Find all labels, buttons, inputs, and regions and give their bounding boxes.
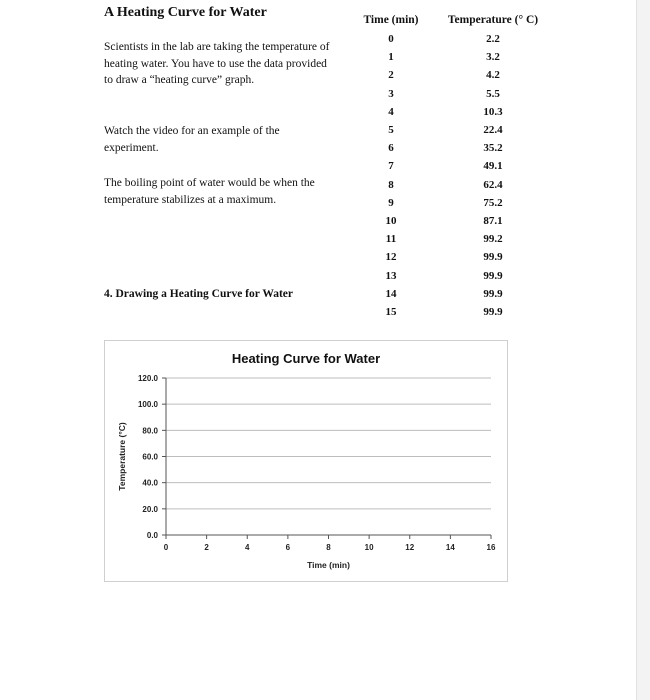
time-cell: 8 [388,178,394,191]
page-edge [636,0,650,700]
temperature-cell: 35.2 [483,142,503,155]
time-cell: 13 [385,269,397,282]
y-tick-label: 100.0 [137,400,158,410]
table-row [352,66,556,84]
table-row [352,103,556,121]
heating-curve-chart [105,341,507,581]
temperature-cell: 99.9 [483,269,503,282]
x-tick-label: 4 [245,543,250,552]
table-row [352,230,556,248]
y-axis-label: Temperature (°C) [117,422,127,491]
time-cell: 1 [388,51,394,64]
x-tick-label: 14 [445,543,455,552]
time-cell: 3 [388,87,394,100]
x-axis-label: Time (min) [307,560,350,570]
table-row [352,248,556,266]
time-cell: 10 [385,214,397,227]
temperature-cell: 2.2 [486,33,500,46]
temperature-cell: 22.4 [483,124,503,137]
x-tick-label: 10 [364,543,374,552]
temperature-cell: 4.2 [486,69,500,82]
table-row [352,194,556,212]
temperature-cell: 5.5 [486,87,500,100]
chart-title: Heating Curve for Water [231,351,381,366]
table-row [352,121,556,139]
time-column-header: Time (min) [363,14,419,26]
table-row [352,176,556,194]
temperature-cell: 10.3 [483,105,503,118]
temperature-cell: 99.9 [483,287,503,300]
temperature-cell: 3.2 [486,51,500,64]
table-row [352,303,556,321]
y-tick-label: 120.0 [137,374,158,383]
x-tick-label: 0 [163,543,169,552]
x-tick-label: 2 [204,543,209,552]
table-row [352,139,556,157]
temperature-cell: 99.9 [483,251,503,264]
table-row [352,30,556,48]
table-row [352,212,556,230]
time-cell: 14 [385,287,397,300]
time-cell: 12 [385,251,397,264]
time-cell: 9 [388,196,394,209]
time-cell: 11 [385,233,397,246]
chart-frame [104,340,508,582]
table-body [352,30,556,321]
y-tick-label: 20.0 [142,504,158,514]
temperature-column-header: Temperature (° C) [447,14,539,26]
x-tick-label: 6 [285,543,291,552]
x-tick-label: 16 [486,543,496,552]
temperature-cell: 49.1 [483,160,503,173]
table-row [352,48,556,66]
y-tick-label: 80.0 [142,426,158,436]
boiling-point-paragraph: The boiling point of water would be when the temperature stabilizes at a maximum. [104,177,315,206]
table-row [352,266,556,284]
time-cell: 2 [388,69,394,82]
y-tick-label: 60.0 [142,452,158,462]
table-row [352,157,556,175]
y-tick-label: 0.0 [146,531,158,540]
time-cell: 7 [388,160,394,173]
temperature-cell: 62.4 [483,178,503,191]
table-header-row [352,10,556,30]
temperature-cell: 99.9 [483,305,503,318]
time-cell: 5 [388,124,394,137]
temperature-cell: 75.2 [483,196,503,209]
table-row [352,285,556,303]
section-heading: 4. Drawing a Heating Curve for Water [104,288,293,300]
y-tick-label: 40.0 [142,478,158,488]
table-row [352,85,556,103]
time-cell: 4 [388,105,394,118]
video-paragraph: Watch the video for an example of the experiment. [104,125,280,154]
document-title: A Heating Curve for Water [104,5,267,20]
temperature-cell: 87.1 [483,214,503,227]
intro-paragraph: Scientists in the lab are taking the temperature of heating water. You have to use the data provided to draw a “heating curve” graph. [104,41,330,86]
x-tick-label: 12 [405,543,415,552]
temperature-cell: 99.2 [483,233,503,246]
data-table [352,10,556,321]
time-cell: 0 [388,33,394,46]
x-tick-label: 8 [326,543,331,552]
time-cell: 6 [388,142,394,155]
time-cell: 15 [385,305,397,318]
